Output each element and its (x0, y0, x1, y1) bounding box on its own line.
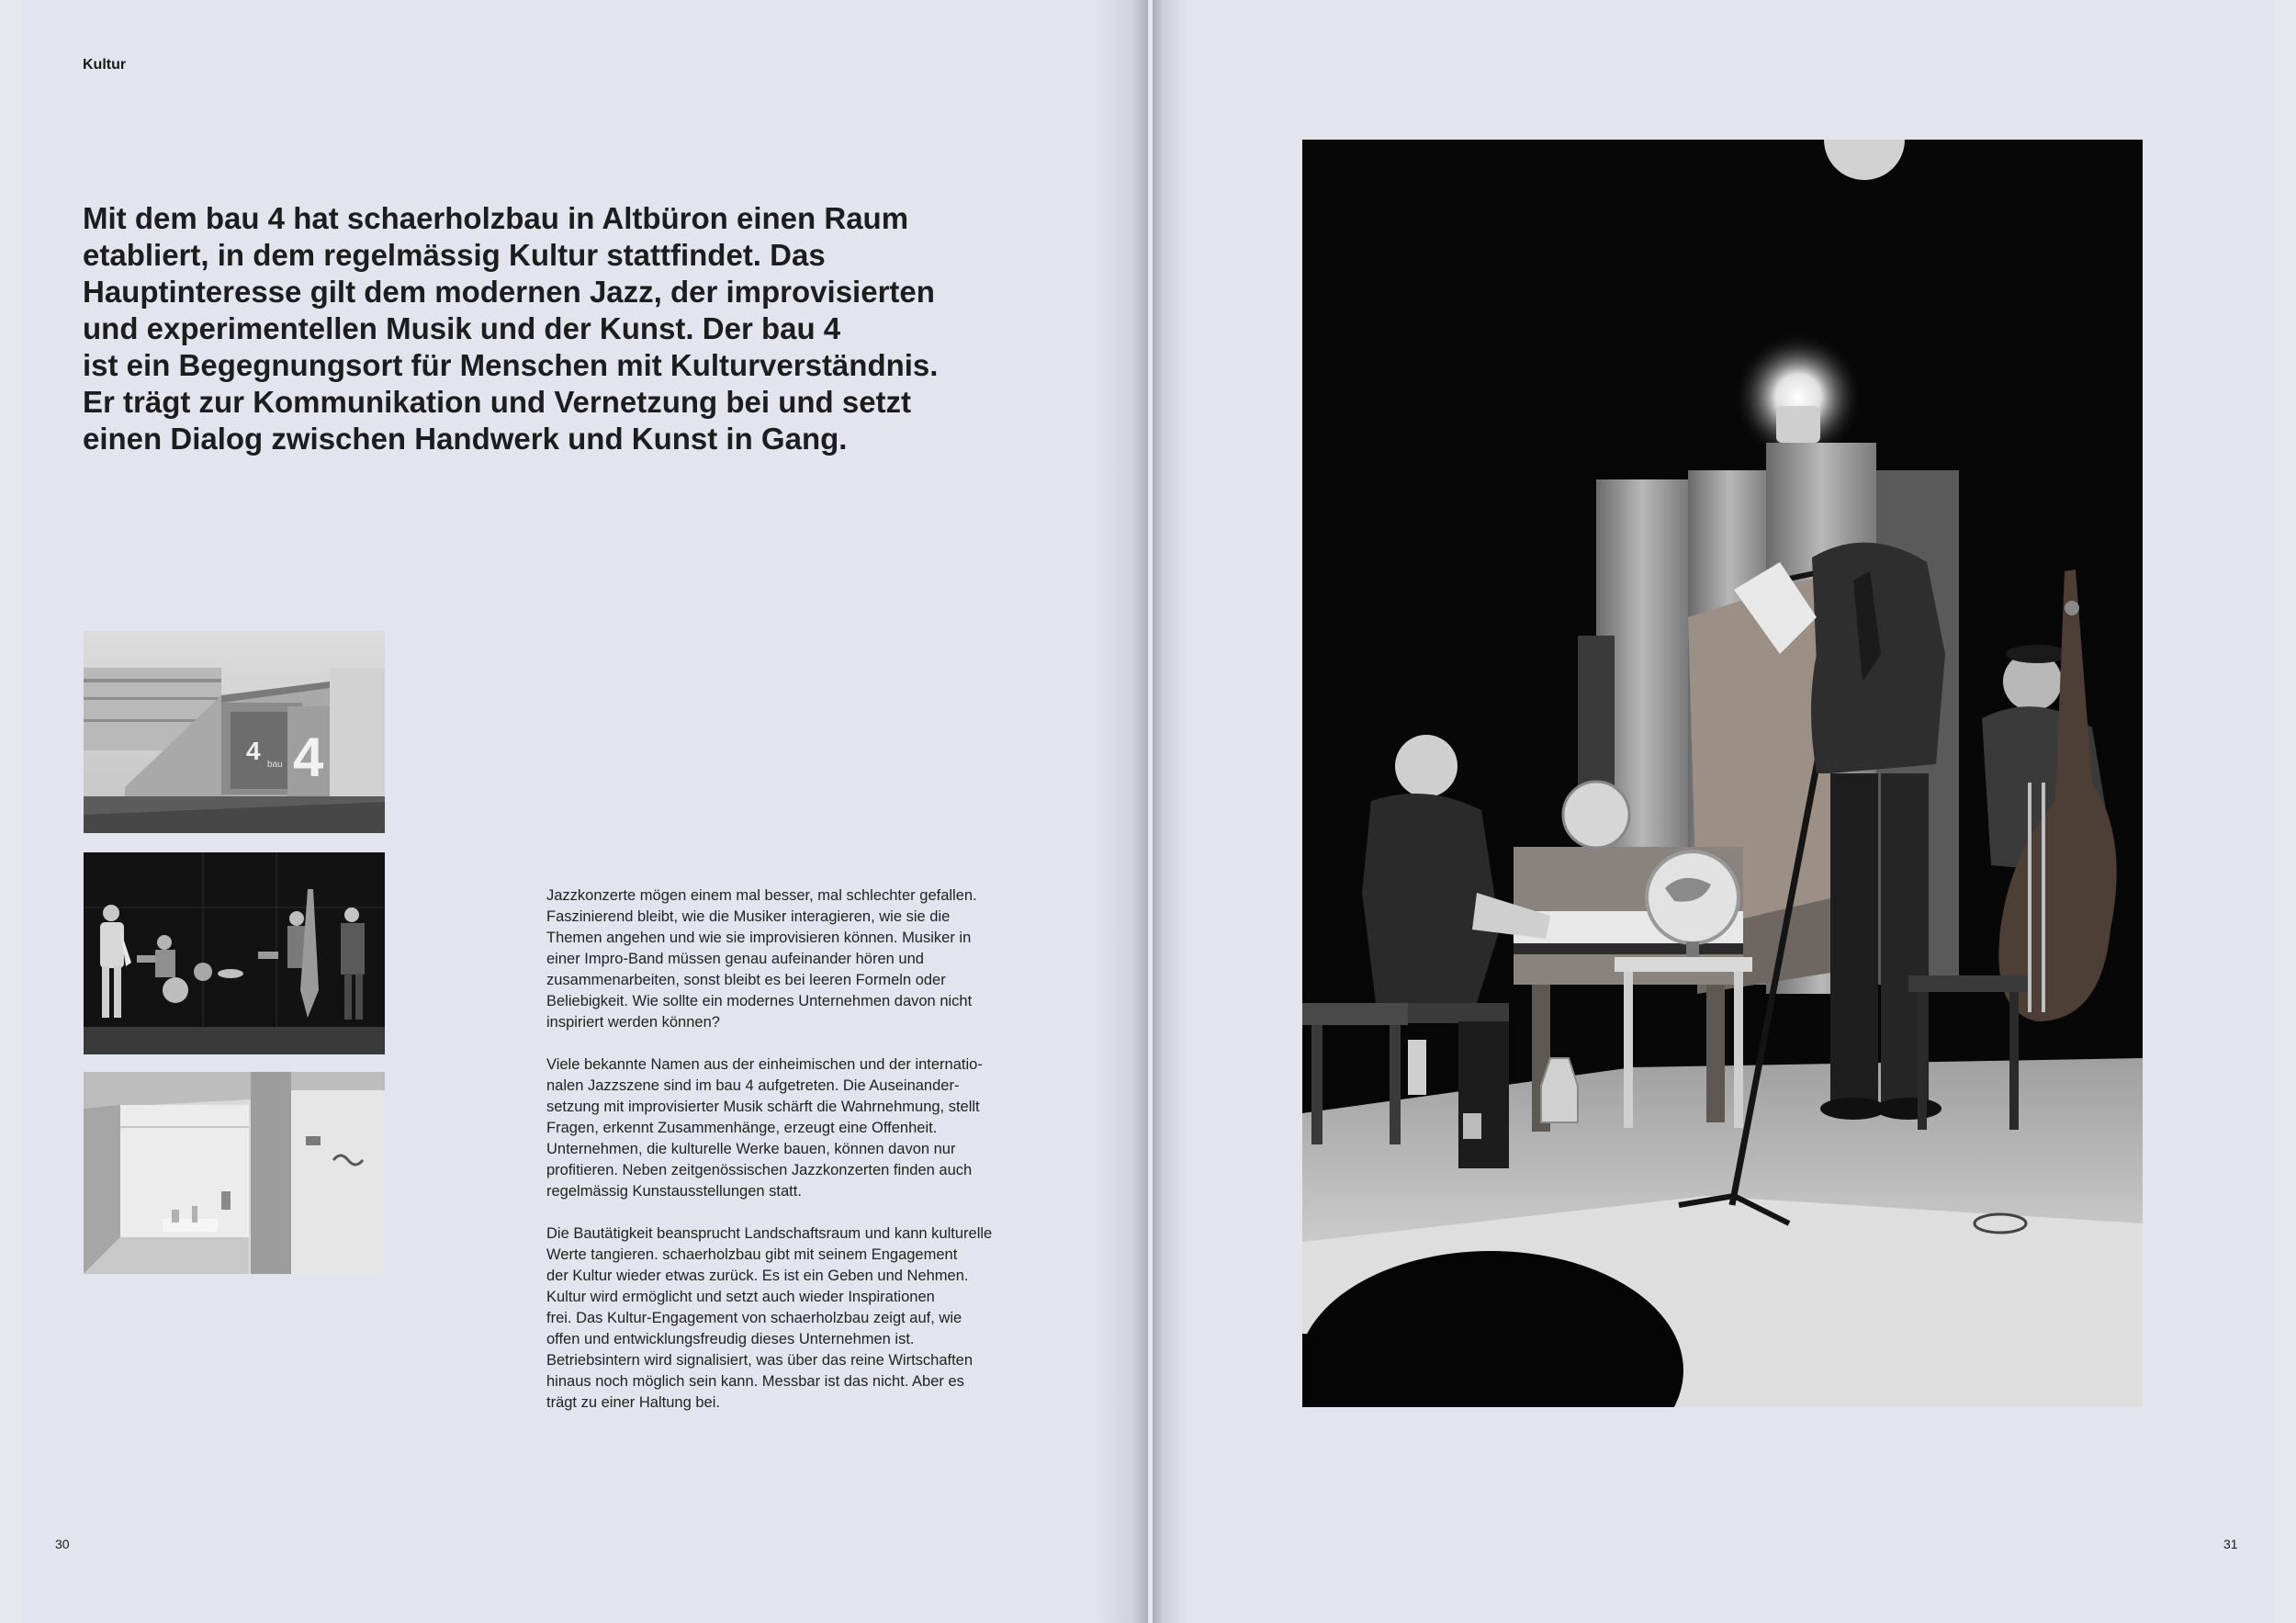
body-line: Beliebigkeit. Wie sollte ein modernes Unternehmen davon nicht (546, 993, 973, 1009)
body-line: Jazzkonzerte mögen einem mal besser, mal schlechter gefallen. (546, 887, 977, 904)
lead-line: ist ein Begegnungsort für Menschen mit Kulturverständnis. (83, 348, 939, 382)
lead-line: Mit dem bau 4 hat schaerholzbau in Altbüron einen Raum (83, 201, 909, 235)
body-line: Unternehmen, die kulturelle Werke bauen, können davon nur (546, 1141, 956, 1157)
right-page (1153, 0, 2275, 1623)
lead-line: und experimentellen Musik und der Kunst. Der bau 4 (83, 311, 841, 345)
building-sign-large: 4 (293, 727, 324, 788)
lead-line: Er trägt zur Kommunikation und Vernetzung bei und setzt (83, 385, 912, 419)
body-line: setzung mit improvisierter Musik schärft die Wahrnehmung, stellt (546, 1099, 980, 1115)
body-line: frei. Das Kultur-Engagement von schaerholzbau zeigt auf, wie (546, 1310, 962, 1326)
body-line: profitieren. Neben zeitgenössischen Jazzkonzerten finden auch (546, 1162, 973, 1178)
body-line: der Kultur wieder etwas zurück. Es ist ein Geben und Nehmen. (546, 1268, 969, 1284)
building-sign-small: 4 (246, 737, 261, 765)
lead-line: etabliert, in dem regelmässig Kultur stattfindet. Das (83, 238, 826, 272)
body-line: inspiriert werden können? (546, 1014, 720, 1031)
lead-line: Hauptinteresse gilt dem modernen Jazz, der improvisierten (83, 275, 935, 309)
body-line: Themen angehen und wie sie improvisieren können. Musiker in (546, 930, 972, 946)
body-line: Faszinierend bleibt, wie die Musiker interagieren, wie sie die (546, 908, 951, 925)
body-line: hinaus noch möglich sein kann. Messbar ist das nicht. Aber es (546, 1373, 964, 1390)
lead-line: einen Dialog zwischen Handwerk und Kunst in Gang. (83, 422, 848, 456)
body-line: Fragen, erkennt Zusammenhänge, erzeugt eine Offenheit. (546, 1120, 938, 1136)
body-line: Betriebsintern wird signalisiert, was über das reine Wirtschaften (546, 1352, 974, 1369)
body-line: Werte tangieren. schaerholzbau gibt mit seinem Engagement (546, 1246, 958, 1263)
body-line: Die Bautätigkeit beansprucht Landschaftsraum und kann kulturelle (546, 1225, 993, 1242)
body-line: einer Impro-Band müssen genau aufeinander hören und (546, 951, 924, 967)
concert-stage-photo (1302, 140, 2143, 1407)
lead-paragraph (83, 200, 1010, 457)
body-text (546, 885, 1033, 1435)
building-sign-word: bau (267, 760, 283, 770)
body-line: Viele bekannte Namen aus der einheimischen und der internatio- (546, 1056, 983, 1073)
exhibition-interior-photo (84, 1072, 385, 1274)
building-exterior-photo (84, 631, 385, 833)
body-paragraph (546, 885, 1033, 1033)
left-page (22, 0, 1148, 1623)
body-line: zusammenarbeiten, sonst bleibt es bei leeren Formeln oder (546, 972, 946, 988)
body-line: Kultur wird ermöglicht und setzt auch wieder Inspirationen (546, 1289, 935, 1305)
page-number-right: 31 (2223, 1537, 2238, 1551)
body-line: regelmässig Kunstausstellungen statt. (546, 1183, 802, 1200)
body-paragraph (546, 1223, 1033, 1414)
page-number-left: 30 (55, 1537, 70, 1551)
jazz-band-photo (84, 852, 385, 1054)
body-paragraph (546, 1054, 1033, 1202)
body-line: offen und entwicklungsfreudig dieses Unternehmen ist. (546, 1331, 915, 1347)
section-label: Kultur (83, 57, 127, 73)
body-line: nalen Jazzszene sind im bau 4 aufgetreten. Die Auseinander- (546, 1077, 960, 1094)
body-line: trägt zu einer Haltung bei. (546, 1394, 720, 1411)
